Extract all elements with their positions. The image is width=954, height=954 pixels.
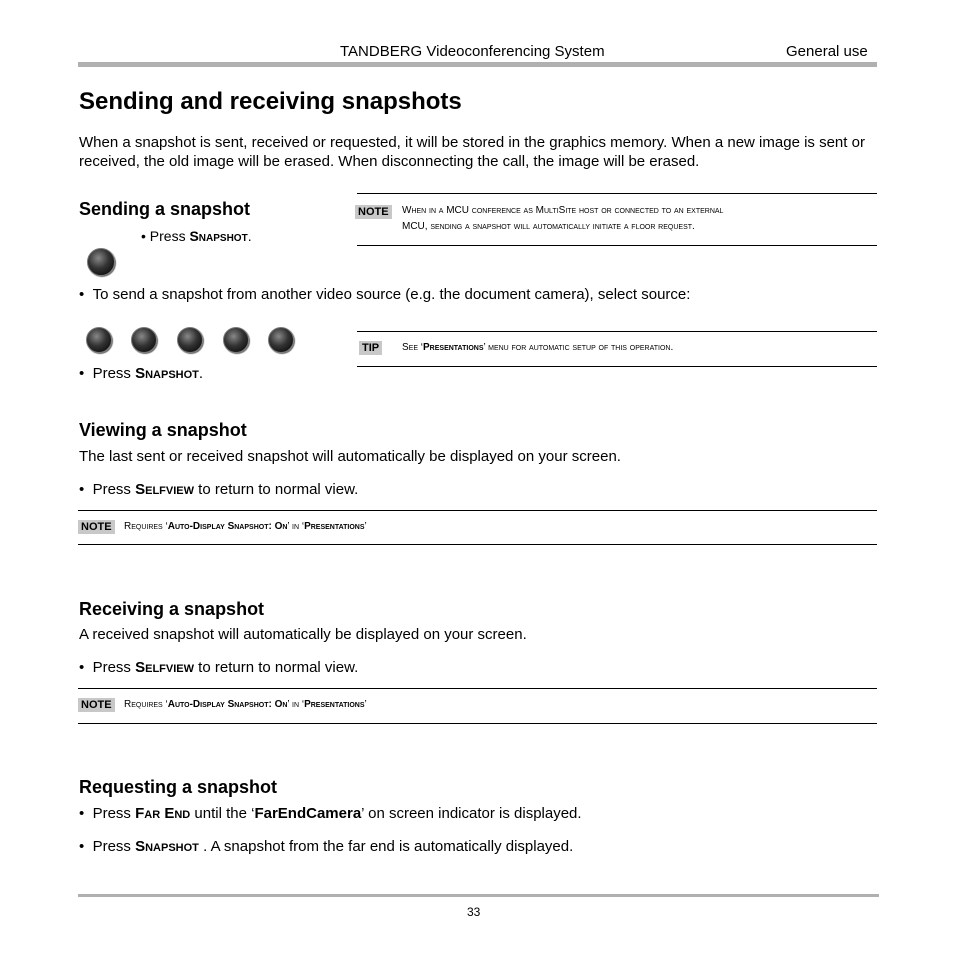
header-rule [78, 62, 877, 67]
viewing-step: • Press Selfview to return to normal view. [79, 481, 359, 498]
viewing-text: The last sent or received snapshot will automatically be displayed on your screen. [79, 448, 621, 465]
requesting-step2: • Press Snapshot . A snapshot from the far end is automatically displayed. [79, 838, 574, 855]
tip-text: See ‘Presentations’ menu for automatic setup of this operation. [402, 342, 674, 353]
heading-requesting: Requesting a snapshot [79, 777, 278, 797]
receiving-step: • Press Selfview to return to normal view. [79, 659, 359, 676]
source-button-icon [268, 327, 294, 353]
sending-step2: • To send a snapshot from another video source (e.g. the document camera), select source: [79, 286, 691, 303]
snapshot-button-icon [87, 248, 115, 276]
note-text-receiving: Requires ‘Auto-Display Snapshot: On’ in ‘Presentations’ [124, 699, 367, 710]
page-number: 33 [467, 905, 481, 919]
note-tag: NOTE [355, 205, 392, 219]
doc-title: TANDBERG Videoconferencing System [340, 43, 605, 60]
page-title: Sending and receiving snapshots [79, 88, 462, 115]
source-button-icon [223, 327, 249, 353]
heading-sending: Sending a snapshot [79, 199, 251, 219]
sending-step1: • Press Snapshot. [141, 228, 252, 244]
heading-viewing: Viewing a snapshot [79, 420, 247, 440]
footer-rule [78, 894, 879, 897]
source-button-icon [131, 327, 157, 353]
heading-receiving: Receiving a snapshot [79, 599, 265, 619]
tip-tag: TIP [359, 341, 382, 355]
note-tag: NOTE [78, 698, 115, 712]
intro-paragraph: When a snapshot is sent, received or requested, it will be stored in the graphics memory. When a new image is sent or received, the old image will be erased. When disconnecting the call, the image will be erased. [79, 134, 865, 170]
receiving-text: A received snapshot will automatically be displayed on your screen. [79, 626, 527, 643]
source-button-icon [177, 327, 203, 353]
requesting-step1: • Press Far End until the ‘FarEndCamera’ on screen indicator is displayed. [79, 805, 582, 822]
sending-step3: • Press Snapshot. [79, 365, 204, 382]
note-tag: NOTE [78, 520, 115, 534]
note-text-viewing: Requires ‘Auto-Display Snapshot: On’ in ‘Presentations’ [124, 521, 367, 532]
note-text-sending: When in a MCU conference as MultiSite host or connected to an external MCU, sending a snapshot will automatically initiate a floor request. [402, 205, 724, 232]
section-name: General use [786, 43, 868, 60]
source-button-icon [86, 327, 112, 353]
